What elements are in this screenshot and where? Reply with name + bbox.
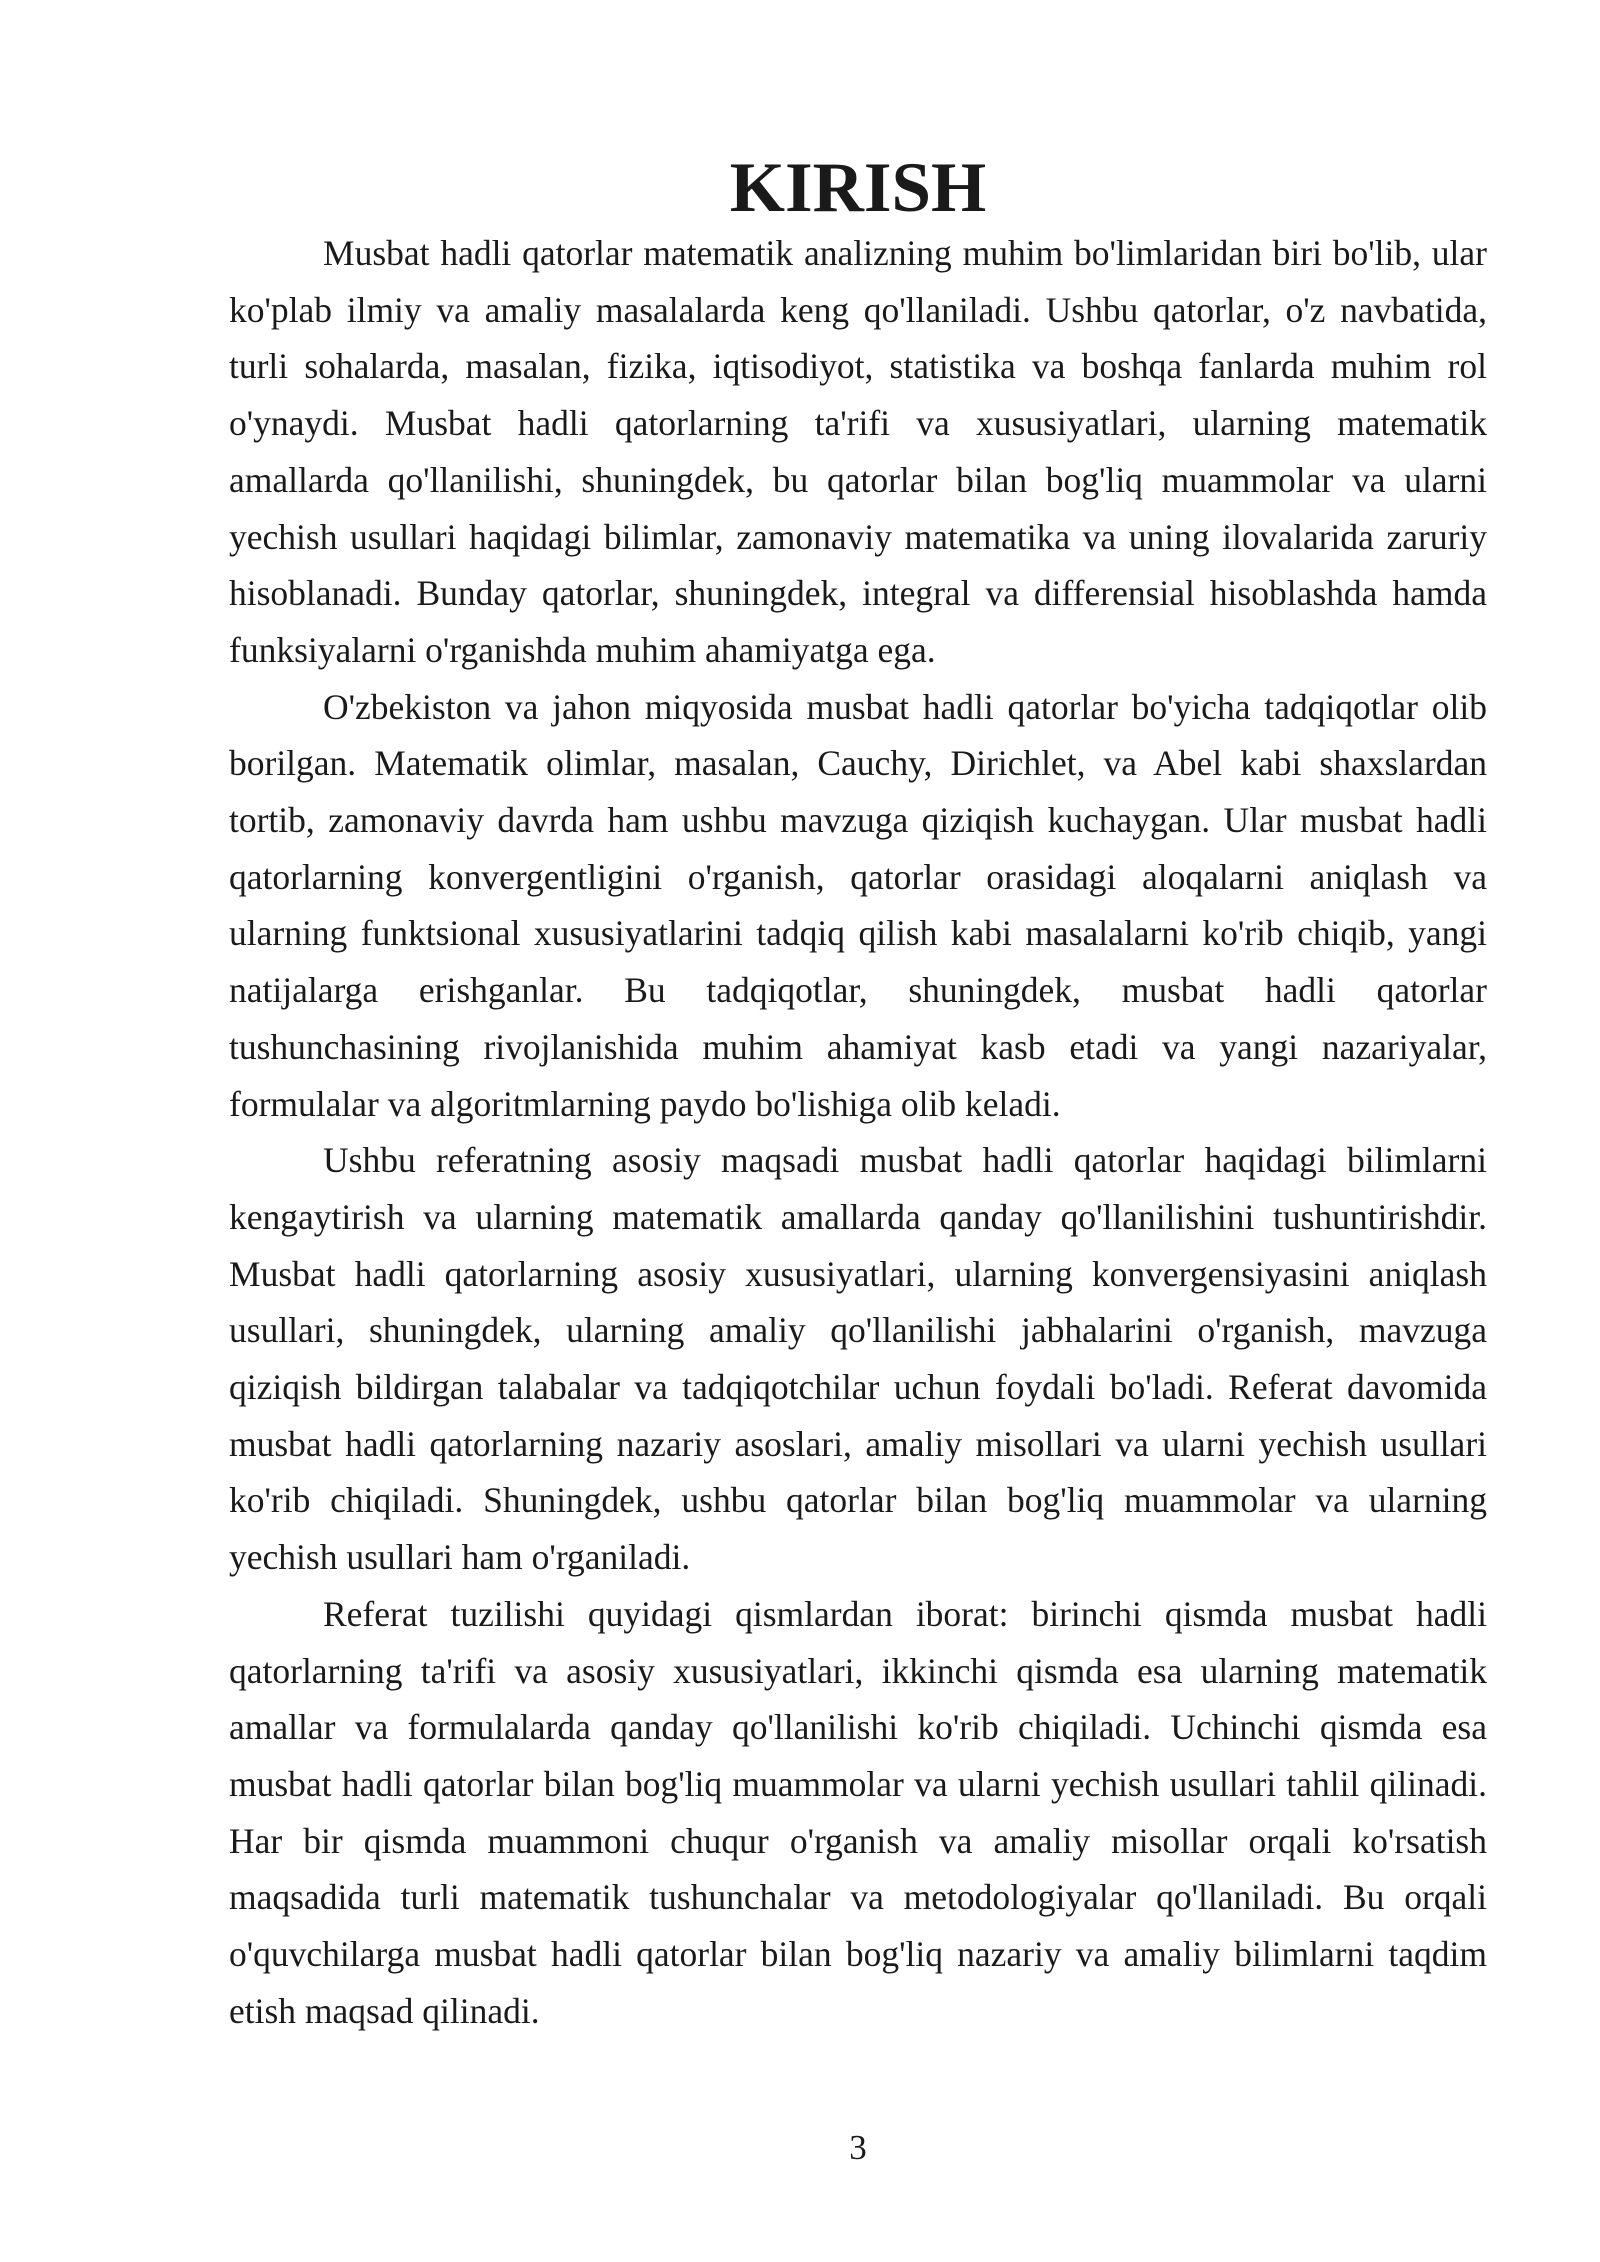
paragraph-2: O'zbekiston va jahon miqyosida musbat hadli qatorlar bo'yicha tadqiqotlar olib borilgan. Matematik olimlar, masalan, Cauchy, Dirichlet, va Abel kabi shaxslardan tortib, zamonaviy davrda ham ushbu mavzuga qiziqish kuchaygan. Ular musbat hadli qatorlarning konvergentligini o'rganish, qatorlar orasidagi aloqalarni aniqlash va ularning funktsional xususiyatlarini tadqiq qilish kabi masalalarni ko'rib chiqib, yangi natijalarga erishganlar. Bu tadqiqotlar, shuningdek, musbat hadli qatorlar tushunchasining rivojlanishida muhim ahamiyat kasb etadi va yangi nazariyalar, formulalar va algoritmlarning paydo bo'lishiga olib keladi. bbox=[229, 686, 1487, 1124]
paragraph-3: Ushbu referatning asosiy maqsadi musbat hadli qatorlar haqidagi bilimlarni kengaytirish va ularning matematik amallarda qanday qo'llanilishini tushuntirishdir. Musbat hadli qatorlarning asosiy xususiyatlari, ularning konvergensiyasini aniqlash usullari, shuningdek, ularning amaliy qo'llanilishi jabhalarini o'rganish, mavzuga qiziqish bildirgan talabalar va tadqiqotchilar uchun foydali bo'ladi. Referat davomida musbat hadli qatorlarning nazariy asoslari, amaliy misollari va ularni yechish usullari ko'rib chiqiladi. Shuningdek, ushbu qatorlar bilan bog'liq muammolar va ularning yechish usullari ham o'rganiladi. bbox=[229, 1140, 1487, 1578]
paragraph-1: Musbat hadli qatorlar matematik analizning muhim bo'limlaridan biri bo'lib, ular ko'plab ilmiy va amaliy masalalarda keng qo'llaniladi. Ushbu qatorlar, o'z navbatida, turli sohalarda, masalan, fizika, iqtisodiyot, statistika va boshqa fanlarda muhim rol o'ynaydi. Musbat hadli qatorlarning ta'rifi va xususiyatlari, ularning matematik amallarda qo'llanilishi, shuningdek, bu qatorlar bilan bog'liq muammolar va ularni yechish usullari haqidagi bilimlar, zamonaviy matematika va uning ilovalarida zaruriy hisoblanadi. Bunday qatorlar, shuningdek, integral va differensial hisoblashda hamda funksiyalarni o'rganishda muhim ahamiyatga ega. bbox=[229, 233, 1487, 670]
page-number: 3 bbox=[849, 2128, 867, 2167]
page-content bbox=[229, 149, 1487, 2040]
section-title: KIRISH bbox=[729, 149, 987, 227]
paragraph-4: Referat tuzilishi quyidagi qismlardan iborat: birinchi qismda musbat hadli qatorlarning ta'rifi va asosiy xususiyatlari, ikkinchi qismda esa ularning matematik amallar va formulalarda qanday qo'llanilishi ko'rib chiqiladi. Uchinchi qismda esa musbat hadli qatorlar bilan bog'liq muammolar va ularni yechish usullari tahlil qilinadi. Har bir qismda muammoni chuqur o'rganish va amaliy misollar orqali ko'rsatish maqsadida turli matematik tushunchalar va metodologiyalar qo'llaniladi. Bu orqali o'quvchilarga musbat hadli qatorlar bilan bog'liq nazariy va amaliy bilimlarni taqdim etish maqsad qilinadi. bbox=[229, 1593, 1487, 2031]
